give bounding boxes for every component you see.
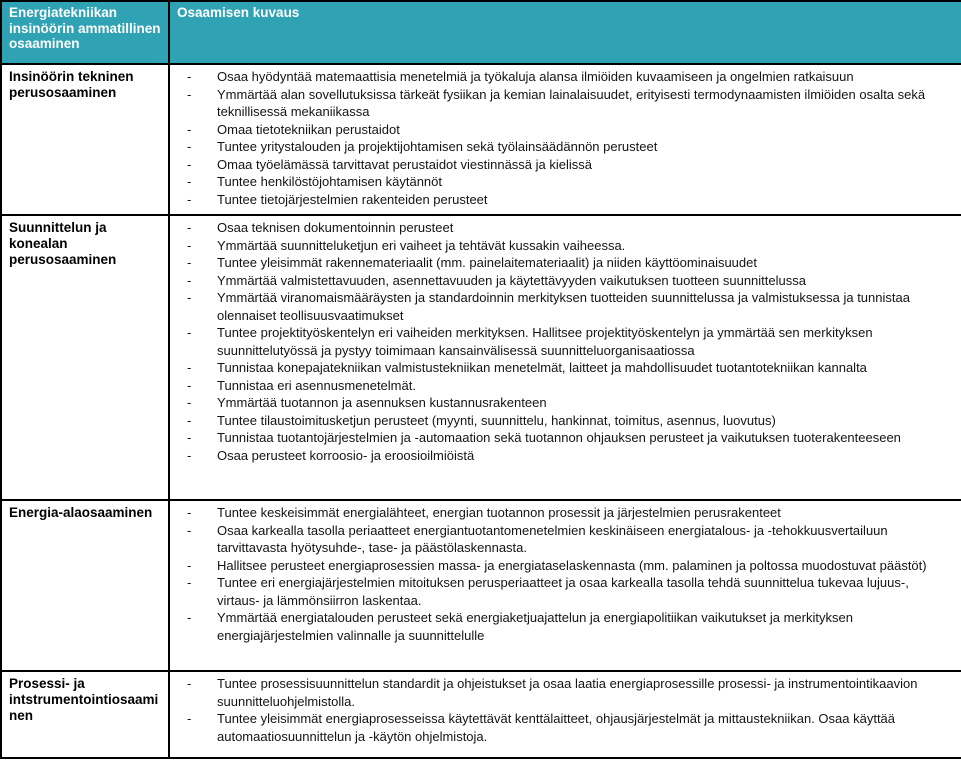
bullet-text: Tuntee yritystalouden ja projektijohtamisen sekä työlainsäädännön perusteet bbox=[217, 139, 658, 154]
bullet-item bbox=[170, 324, 953, 359]
bullet-item bbox=[170, 191, 953, 209]
bullet-text: Ymmärtää energiatalouden perusteet sekä energiaketjuajattelun ja energiapolitiikan vaikutukset ja merkityksen energiajärjestelmien valinnalle ja suunnittelulle bbox=[217, 610, 853, 643]
dash-marker: - bbox=[187, 174, 192, 189]
dash-marker: - bbox=[187, 290, 192, 305]
bullet-text: Tuntee tietojärjestelmien rakenteiden perusteet bbox=[217, 191, 488, 207]
bullet-text: Tuntee keskeisimmät energialähteet, energian tuotannon prosessit ja järjestelmien perusrakenteet bbox=[217, 505, 781, 520]
row-title: Insinöörin tekninen perusosaaminen bbox=[1, 64, 169, 215]
bullet-item bbox=[170, 557, 953, 575]
table-row bbox=[1, 671, 961, 758]
bullet-item bbox=[170, 272, 953, 290]
bullet-text: Osaa teknisen dokumentoinnin perusteet bbox=[217, 220, 454, 235]
bullet-item bbox=[170, 377, 953, 395]
table-row bbox=[1, 64, 961, 215]
dash-marker: - bbox=[187, 156, 192, 172]
bullet-item bbox=[170, 447, 953, 465]
dash-marker: - bbox=[187, 86, 192, 102]
bullet-text: Tunnistaa konepajatekniikan valmistustekniikan menetelmät, laitteet ja mahdollisuudet tuotantotekniikan kannalta bbox=[217, 360, 867, 375]
dash-marker: - bbox=[187, 191, 192, 207]
bullet-item bbox=[170, 609, 953, 644]
dash-marker: - bbox=[187, 711, 192, 726]
bullet-item bbox=[170, 237, 953, 255]
bullet-list bbox=[170, 219, 953, 464]
bullet-item bbox=[170, 121, 953, 139]
bullet-text: Ymmärtää alan sovellutuksissa tärkeät fysiikan ja kemian lainalaisuudet, erityisesti termodynaamisten ilmiöiden osalta sekä teknillisessä mekaniikassa bbox=[217, 86, 926, 119]
bullet-text: Ymmärtää viranomaismääräysten ja standardoinnin merkityksen tuotteiden suunnittelussa ja valmistuksessa ja tunnistaa olennaiset teollisuusvaatimukset bbox=[217, 290, 910, 323]
bullet-text: Omaa tietotekniikan perustaidot bbox=[217, 121, 400, 137]
bullet-text: Tuntee prosessisuunnittelun standardit ja ohjeistukset ja osaa laatia energiaprosessille prosessi- ja instrumentointikaavion suunnitteluohjelmistolla. bbox=[217, 676, 918, 709]
bullet-text: Tunnistaa eri asennusmenetelmät. bbox=[217, 377, 416, 393]
dash-marker: - bbox=[187, 255, 192, 270]
dash-marker: - bbox=[187, 272, 192, 288]
bullet-item bbox=[170, 289, 953, 324]
dash-marker: - bbox=[187, 557, 192, 573]
bullet-text: Tuntee yleisimmät rakennemateriaalit (mm. painelaitemateriaalit) ja niiden käyttöominaisuudet bbox=[217, 255, 757, 270]
dash-marker: - bbox=[187, 69, 192, 84]
bullet-text: Tuntee eri energiajärjestelmien mitoituksen perusperiaatteet ja osaa karkealla tasolla tehdä suunnittelua tukevaa lujuus-, virtaus- ja lämmönsiirron laskentaa. bbox=[217, 575, 909, 608]
bullet-text: Tuntee henkilöstöjohtamisen käytännöt bbox=[217, 174, 442, 189]
dash-marker: - bbox=[187, 522, 192, 538]
dash-marker: - bbox=[187, 237, 192, 253]
bullet-item bbox=[170, 675, 953, 710]
dash-marker: - bbox=[187, 139, 192, 154]
table-row bbox=[1, 215, 961, 500]
dash-marker: - bbox=[187, 447, 192, 463]
bullet-item bbox=[170, 254, 953, 272]
row-description-cell bbox=[169, 64, 961, 215]
bullet-item bbox=[170, 156, 953, 174]
dash-marker: - bbox=[187, 430, 192, 445]
bullet-text: Osaa karkealla tasolla periaatteet energiantuotantomenetelmien keskinäiseen energiatalous- ja -tehokkuusvertailuun tarvittavasta hyötysuhde-, tase- ja päästölaskennasta. bbox=[217, 522, 888, 555]
row-description-cell bbox=[169, 671, 961, 758]
dash-marker: - bbox=[187, 676, 192, 691]
bullet-text: Hallitsee perusteet energiaprosessien massa- ja energiataselaskennasta (mm. palaminen ja poltossa muodostuvat päästöt) bbox=[217, 557, 927, 573]
bullet-item bbox=[170, 574, 953, 609]
row-description-cell bbox=[169, 215, 961, 500]
bullet-item bbox=[170, 412, 953, 430]
dash-marker: - bbox=[187, 377, 192, 393]
bullet-text: Tuntee tilaustoimitusketjun perusteet (myynti, suunnittelu, hankinnat, toimitus, asennus, luovutus) bbox=[217, 412, 776, 428]
bullet-item bbox=[170, 522, 953, 557]
header-cell-description-title: Osaamisen kuvaus bbox=[169, 1, 961, 64]
bullet-text: Osaa perusteet korroosio- ja eroosioilmiöistä bbox=[217, 447, 475, 463]
bullet-text: Ymmärtää suunnitteluketjun eri vaiheet ja tehtävät kussakin vaiheessa. bbox=[217, 237, 626, 253]
bullet-text: Ymmärtää valmistettavuuden, asennettavuuden ja käytettävyyden vaikutuksen tuotteen suunnittelussa bbox=[217, 272, 806, 288]
bullet-item bbox=[170, 394, 953, 412]
bullet-item bbox=[170, 429, 953, 447]
dash-marker: - bbox=[187, 360, 192, 375]
header-cell-competence-title: Energiatekniikan insinöörin ammatillinen osaaminen bbox=[1, 1, 169, 64]
bullet-text: Tuntee projektityöskentelyn eri vaiheiden merkityksen. Hallitsee projektityöskentelyn ja ymmärtää sen merkityksen suunnittelutyössä ja pystyy toimimaan kansainvälisessä suunnitteluorganisaatiossa bbox=[217, 325, 873, 358]
bullet-item bbox=[170, 86, 953, 121]
dash-marker: - bbox=[187, 325, 192, 340]
bullet-text: Osaa hyödyntää matemaattisia menetelmiä ja työkaluja alansa ilmiöiden kuvaamiseen ja ongelmien ratkaisuun bbox=[217, 69, 854, 84]
bullet-item bbox=[170, 138, 953, 156]
table-header bbox=[1, 1, 961, 64]
bullet-text: Tuntee yleisimmät energiaprosesseissa käytettävät kenttälaitteet, ohjausjärjestelmät ja mittaustekniikan. Osaa käyttää automaatiosuunnittelun ja -käytön ohjelmistoja. bbox=[217, 711, 896, 744]
bullet-item bbox=[170, 219, 953, 237]
bullet-text: Omaa työelämässä tarvittavat perustaidot viestinnässä ja kielissä bbox=[217, 156, 593, 172]
row-title: Prosessi- ja intstrumentointiosaaminen bbox=[1, 671, 169, 758]
dash-marker: - bbox=[187, 610, 192, 625]
header-row bbox=[1, 1, 961, 64]
dash-marker: - bbox=[187, 575, 192, 590]
dash-marker: - bbox=[187, 121, 192, 137]
bullet-list bbox=[170, 68, 953, 208]
bullet-item bbox=[170, 504, 953, 522]
bullet-list bbox=[170, 675, 953, 745]
bullet-item bbox=[170, 359, 953, 377]
bullet-item bbox=[170, 173, 953, 191]
table-row bbox=[1, 500, 961, 671]
bullet-item bbox=[170, 710, 953, 745]
bullet-text: Ymmärtää tuotannon ja asennuksen kustannusrakenteen bbox=[217, 395, 547, 410]
dash-marker: - bbox=[187, 220, 192, 235]
dash-marker: - bbox=[187, 505, 192, 520]
bullet-text: Tunnistaa tuotantojärjestelmien ja -automaation sekä tuotannon ohjauksen perusteet ja vaikutuksen tuoterakenteeseen bbox=[217, 430, 901, 445]
row-title: Energia-alaosaaminen bbox=[1, 500, 169, 671]
dash-marker: - bbox=[187, 395, 192, 410]
dash-marker: - bbox=[187, 412, 192, 428]
row-description-cell bbox=[169, 500, 961, 671]
table-body bbox=[1, 64, 961, 758]
row-title: Suunnittelun ja konealan perusosaaminen bbox=[1, 215, 169, 500]
bullet-list bbox=[170, 504, 953, 644]
bullet-item bbox=[170, 68, 953, 86]
